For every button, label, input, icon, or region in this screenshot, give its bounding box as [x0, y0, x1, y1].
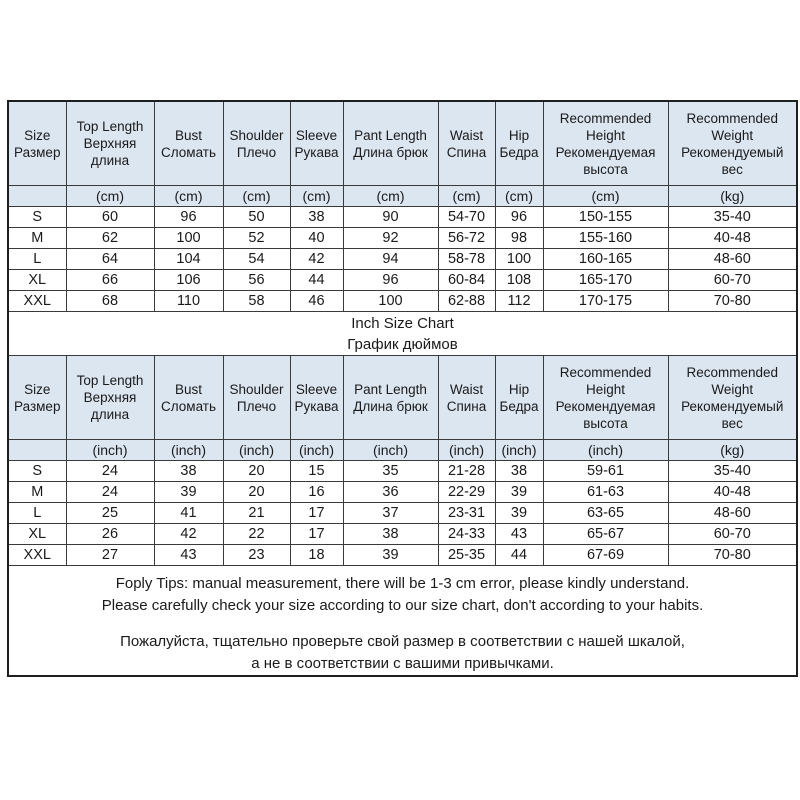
column-label-en: Sleeve — [295, 381, 338, 397]
cm-L-hip: 100 — [495, 249, 543, 270]
inch-L-recommended-weight: 48-60 — [668, 503, 797, 524]
cm-S-waist: 54-70 — [438, 207, 495, 228]
column-label-ru: Длина брюк — [353, 398, 428, 414]
inch-M-recommended-height: 61-63 — [543, 482, 668, 503]
cm-L-sleeve: 42 — [290, 249, 343, 270]
cm-unit-waist: (cm) — [438, 186, 495, 207]
cm-S-sleeve: 38 — [290, 207, 343, 228]
column-label-ru: Рекомендуемый вес — [681, 398, 784, 431]
cm-XXL-recommended-height: 170-175 — [543, 291, 668, 312]
cm-S-recommended-height: 150-155 — [543, 207, 668, 228]
inch-header-size — [8, 356, 66, 440]
column-label-ru: Верхняя длина — [83, 136, 137, 168]
inch-XXL-top-length: 27 — [66, 545, 154, 566]
cm-XXL-size: XXL — [8, 291, 66, 312]
inch-header-waist — [438, 356, 495, 440]
cm-S-pant-length: 90 — [343, 207, 438, 228]
cm-row-XXL — [8, 291, 797, 312]
inch-XL-shoulder: 22 — [223, 524, 290, 545]
inch-XL-recommended-height: 65-67 — [543, 524, 668, 545]
cm-L-recommended-weight: 48-60 — [668, 249, 797, 270]
inch-S-bust: 38 — [154, 461, 223, 482]
inch-unit-shoulder: (inch) — [223, 440, 290, 461]
inch-unit-pant-length: (inch) — [343, 440, 438, 461]
cm-XXL-waist: 62-88 — [438, 291, 495, 312]
cm-XL-pant-length: 96 — [343, 270, 438, 291]
inch-XL-hip: 43 — [495, 524, 543, 545]
cm-XL-top-length: 66 — [66, 270, 154, 291]
inch-L-recommended-height: 63-65 — [543, 503, 668, 524]
cm-header-bust — [154, 101, 223, 186]
cm-XL-shoulder: 56 — [223, 270, 290, 291]
column-label-en: Bust — [174, 127, 202, 143]
column-label-en: Recommended Weight — [686, 110, 779, 143]
cm-unit-hip: (cm) — [495, 186, 543, 207]
inch-L-shoulder: 21 — [223, 503, 290, 524]
cm-header-recommended-height — [543, 101, 668, 186]
cm-units-row — [8, 186, 797, 207]
inch-XL-waist: 24-33 — [438, 524, 495, 545]
inch-unit-recommended-weight: (kg) — [668, 440, 797, 461]
column-label-ru: Плечо — [236, 144, 277, 160]
inch-S-waist: 21-28 — [438, 461, 495, 482]
inch-unit-sleeve: (inch) — [290, 440, 343, 461]
cm-L-recommended-height: 160-165 — [543, 249, 668, 270]
inch-XL-size: XL — [8, 524, 66, 545]
inch-XXL-bust: 43 — [154, 545, 223, 566]
cm-unit-recommended-weight: (kg) — [668, 186, 797, 207]
inch-unit-top-length: (inch) — [66, 440, 154, 461]
inch-XL-bust: 42 — [154, 524, 223, 545]
column-label-en: Pant Length — [354, 381, 427, 397]
inch-unit-bust: (inch) — [154, 440, 223, 461]
inch-S-shoulder: 20 — [223, 461, 290, 482]
inch-unit-size — [8, 440, 66, 461]
inch-XL-pant-length: 38 — [343, 524, 438, 545]
column-label-en: Top Length — [76, 373, 144, 388]
cm-row-L — [8, 249, 797, 270]
inch-S-recommended-height: 59-61 — [543, 461, 668, 482]
column-label-en: Size — [24, 381, 51, 397]
tips-row — [8, 566, 797, 677]
inch-header-recommended-weight — [668, 356, 797, 440]
cm-header-sleeve — [290, 101, 343, 186]
cm-unit-pant-length: (cm) — [343, 186, 438, 207]
inch-XXL-shoulder: 23 — [223, 545, 290, 566]
cm-XL-bust: 106 — [154, 270, 223, 291]
cm-M-top-length: 62 — [66, 228, 154, 249]
column-label-ru: Спина — [446, 144, 487, 160]
inch-XXL-size: XXL — [8, 545, 66, 566]
inch-M-size: M — [8, 482, 66, 503]
inch-XXL-waist: 25-35 — [438, 545, 495, 566]
cm-XXL-sleeve: 46 — [290, 291, 343, 312]
column-label-ru: Рекомендуемая высота — [555, 144, 656, 177]
cm-header-recommended-weight — [668, 101, 797, 186]
inch-S-recommended-weight: 35-40 — [668, 461, 797, 482]
cm-L-shoulder: 54 — [223, 249, 290, 270]
cm-XL-hip: 108 — [495, 270, 543, 291]
cm-unit-recommended-height: (cm) — [543, 186, 668, 207]
column-label-ru: Размер — [14, 144, 61, 160]
cm-XXL-recommended-weight: 70-80 — [668, 291, 797, 312]
cm-M-waist: 56-72 — [438, 228, 495, 249]
cm-M-shoulder: 52 — [223, 228, 290, 249]
inch-S-hip: 38 — [495, 461, 543, 482]
column-label-ru: Рукава — [294, 144, 339, 160]
column-label-en: Bust — [174, 381, 202, 397]
inch-header-bust — [154, 356, 223, 440]
inch-M-bust: 39 — [154, 482, 223, 503]
cm-header-waist — [438, 101, 495, 186]
cm-XXL-bust: 110 — [154, 291, 223, 312]
inch-L-hip: 39 — [495, 503, 543, 524]
inch-M-sleeve: 16 — [290, 482, 343, 503]
column-label-en: Sleeve — [295, 127, 338, 143]
inch-unit-waist: (inch) — [438, 440, 495, 461]
inch-unit-hip: (inch) — [495, 440, 543, 461]
column-label-ru: Сломать — [161, 398, 216, 414]
inch-header-sleeve — [290, 356, 343, 440]
inch-S-size: S — [8, 461, 66, 482]
column-label-en: Shoulder — [229, 127, 284, 143]
tips-ru-line2: а не в соответствии с вашими привычками. — [251, 655, 554, 672]
inch-M-top-length: 24 — [66, 482, 154, 503]
inch-M-shoulder: 20 — [223, 482, 290, 503]
column-label-en: Recommended Height — [559, 110, 652, 143]
inch-M-hip: 39 — [495, 482, 543, 503]
tips-english — [11, 573, 794, 617]
column-label-ru: Рекомендуемая высота — [555, 398, 656, 431]
cm-unit-top-length: (cm) — [66, 186, 154, 207]
inch-row-XL — [8, 524, 797, 545]
inch-XL-sleeve: 17 — [290, 524, 343, 545]
cm-L-waist: 58-78 — [438, 249, 495, 270]
column-label-en: Waist — [449, 381, 484, 397]
inch-XXL-pant-length: 39 — [343, 545, 438, 566]
cm-header-row — [8, 101, 797, 186]
cm-row-M — [8, 228, 797, 249]
cm-header-top-length — [66, 101, 154, 186]
column-label-ru: Рекомендуемый вес — [681, 144, 784, 177]
cm-XXL-top-length: 68 — [66, 291, 154, 312]
tips-ru-line1: Пожалуйста, тщательно проверьте свой размер в соответствии с нашей шкалой, — [120, 633, 685, 650]
inch-header-row — [8, 356, 797, 440]
inch-unit-recommended-height: (inch) — [543, 440, 668, 461]
inch-chart-title-en: Inch Size Chart — [351, 314, 454, 332]
inch-L-sleeve: 17 — [290, 503, 343, 524]
inch-chart-title-cell — [8, 312, 797, 356]
cm-row-S — [8, 207, 797, 228]
column-label-ru: Рукава — [294, 398, 339, 414]
inch-XXL-sleeve: 18 — [290, 545, 343, 566]
inch-XXL-recommended-height: 67-69 — [543, 545, 668, 566]
cm-M-bust: 100 — [154, 228, 223, 249]
inch-chart-title-row — [8, 312, 797, 356]
inch-XXL-hip: 44 — [495, 545, 543, 566]
inch-L-bust: 41 — [154, 503, 223, 524]
column-label-ru: Верхняя длина — [83, 390, 137, 422]
cm-L-bust: 104 — [154, 249, 223, 270]
inch-header-top-length — [66, 356, 154, 440]
inch-L-size: L — [8, 503, 66, 524]
cm-M-sleeve: 40 — [290, 228, 343, 249]
column-label-en: Recommended Weight — [686, 364, 779, 397]
cm-M-recommended-height: 155-160 — [543, 228, 668, 249]
cm-XL-recommended-weight: 60-70 — [668, 270, 797, 291]
cm-L-top-length: 64 — [66, 249, 154, 270]
cm-unit-size — [8, 186, 66, 207]
inch-L-top-length: 25 — [66, 503, 154, 524]
inch-header-pant-length — [343, 356, 438, 440]
inch-header-hip — [495, 356, 543, 440]
inch-XL-top-length: 26 — [66, 524, 154, 545]
column-label-en: Shoulder — [229, 381, 284, 397]
column-label-en: Pant Length — [354, 127, 427, 143]
cm-header-shoulder — [223, 101, 290, 186]
column-label-en: Size — [24, 127, 51, 143]
cm-XL-size: XL — [8, 270, 66, 291]
tips-en-line2: Please carefully check your size according to our size chart, don't according to your habits. — [101, 597, 704, 614]
inch-S-top-length: 24 — [66, 461, 154, 482]
cm-S-recommended-weight: 35-40 — [668, 207, 797, 228]
size-chart-table — [7, 100, 798, 677]
cm-L-size: L — [8, 249, 66, 270]
cm-header-size — [8, 101, 66, 186]
inch-M-pant-length: 36 — [343, 482, 438, 503]
inch-L-pant-length: 37 — [343, 503, 438, 524]
column-label-en: Waist — [449, 127, 484, 143]
cm-S-top-length: 60 — [66, 207, 154, 228]
inch-header-shoulder — [223, 356, 290, 440]
column-label-en: Top Length — [76, 119, 144, 134]
column-label-ru: Бедра — [499, 398, 539, 414]
inch-L-waist: 23-31 — [438, 503, 495, 524]
column-label-ru: Длина брюк — [353, 144, 428, 160]
cm-S-bust: 96 — [154, 207, 223, 228]
column-label-ru: Спина — [446, 398, 487, 414]
cm-unit-bust: (cm) — [154, 186, 223, 207]
column-label-ru: Сломать — [161, 144, 216, 160]
inch-XXL-recommended-weight: 70-80 — [668, 545, 797, 566]
cm-XL-recommended-height: 165-170 — [543, 270, 668, 291]
cm-L-pant-length: 94 — [343, 249, 438, 270]
column-label-en: Hip — [508, 381, 530, 397]
cm-XXL-shoulder: 58 — [223, 291, 290, 312]
inch-M-recommended-weight: 40-48 — [668, 482, 797, 503]
cm-unit-sleeve: (cm) — [290, 186, 343, 207]
tips-en-line1: Foply Tips: manual measurement, there will be 1-3 cm error, please kindly understand. — [115, 575, 690, 592]
cm-S-hip: 96 — [495, 207, 543, 228]
cm-row-XL — [8, 270, 797, 291]
cm-S-size: S — [8, 207, 66, 228]
inch-M-waist: 22-29 — [438, 482, 495, 503]
column-label-en: Recommended Height — [559, 364, 652, 397]
column-label-en: Hip — [508, 127, 530, 143]
cm-unit-shoulder: (cm) — [223, 186, 290, 207]
column-label-ru: Размер — [14, 398, 61, 414]
column-label-ru: Плечо — [236, 398, 277, 414]
tips-cell — [8, 566, 797, 677]
cm-S-shoulder: 50 — [223, 207, 290, 228]
inch-XL-recommended-weight: 60-70 — [668, 524, 797, 545]
cm-XXL-pant-length: 100 — [343, 291, 438, 312]
cm-XXL-hip: 112 — [495, 291, 543, 312]
cm-M-size: M — [8, 228, 66, 249]
inch-row-M — [8, 482, 797, 503]
cm-header-hip — [495, 101, 543, 186]
cm-XL-waist: 60-84 — [438, 270, 495, 291]
inch-S-sleeve: 15 — [290, 461, 343, 482]
cm-M-recommended-weight: 40-48 — [668, 228, 797, 249]
inch-row-XXL — [8, 545, 797, 566]
size-chart-sheet — [7, 100, 796, 677]
cm-M-pant-length: 92 — [343, 228, 438, 249]
cm-header-pant-length — [343, 101, 438, 186]
inch-row-L — [8, 503, 797, 524]
inch-header-recommended-height — [543, 356, 668, 440]
inch-chart-title-ru: График дюймов — [347, 335, 458, 353]
cm-XL-sleeve: 44 — [290, 270, 343, 291]
inch-S-pant-length: 35 — [343, 461, 438, 482]
inch-row-S — [8, 461, 797, 482]
inch-units-row — [8, 440, 797, 461]
column-label-ru: Бедра — [499, 144, 539, 160]
cm-M-hip: 98 — [495, 228, 543, 249]
tips-russian — [11, 631, 794, 675]
